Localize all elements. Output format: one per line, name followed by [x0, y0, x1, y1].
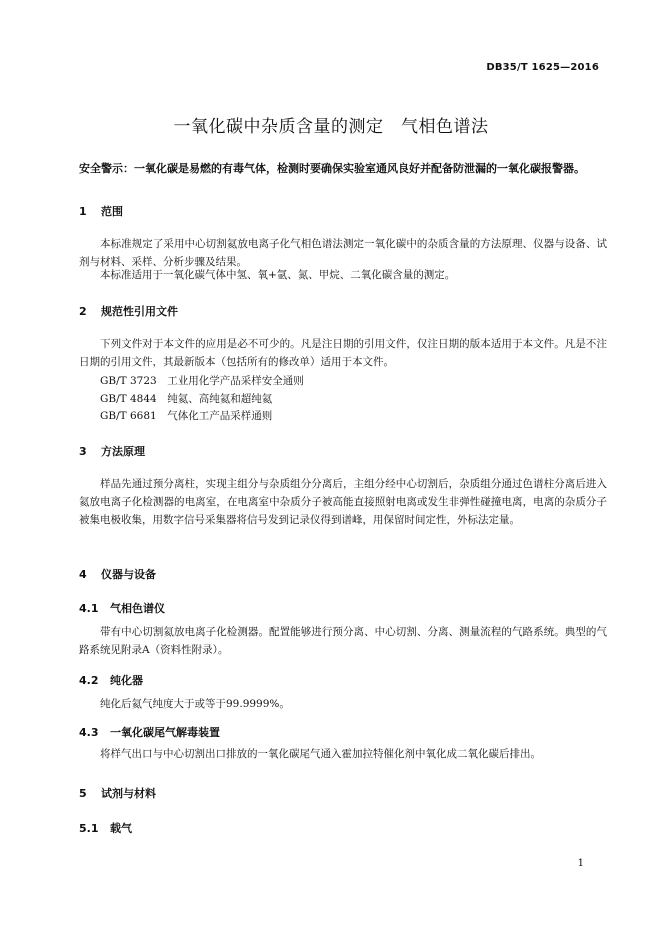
- section-4-2-paragraph: 纯化后氦气纯度大于或等于99.9999%。: [100, 698, 290, 710]
- section-number: 3: [79, 445, 87, 458]
- section-3-heading: [79, 443, 145, 459]
- section-5-1-heading: [79, 820, 132, 836]
- section-number: 4.3: [79, 726, 99, 739]
- section-4-1-heading: [79, 600, 165, 616]
- section-title: 气相色谱仪: [110, 602, 165, 615]
- section-3-paragraph-1: 样品先通过预分离柱，实现主组分与杂质组分分离后，主组分经中心切割后，杂质组分通过色谱柱分离后进入氦放电离子化检测器的电离室，在电离室中杂质分子被高能直接照射电离或发生非弹性碰撞电离，电离的杂质分子被集电极收集，用数字信号采集器将信号发到记录仪得到谱峰，用保留时间定性，外标法定量。: [79, 478, 607, 526]
- section-title: 规范性引用文件: [101, 305, 178, 318]
- section-title: 方法原理: [101, 445, 145, 458]
- section-number: 1: [79, 205, 87, 218]
- section-4-1-paragraph: 带有中心切割氦放电离子化检测器。配置能够进行预分离、中心切割、分离、测量流程的气路系统。典型的气路系统见附录A（资料性附录）。: [79, 626, 607, 656]
- page-number: 1: [577, 858, 584, 869]
- reference-item: GB/T 4844 纯氦、高纯氦和超纯氦: [100, 393, 273, 405]
- section-4-3-paragraph: 将样气出口与中心切割出口排放的一氧化碳尾气通入霍加拉特催化剂中氧化成二氧化碳后排出。: [100, 748, 541, 760]
- section-1-paragraph-1: 本标准规定了采用中心切割氦放电离子化气相色谱法测定一氧化碳中的杂质含量的方法原理、仪器与设备、试剂与材料、采样、分析步骤及结果。: [79, 238, 607, 268]
- reference-item: GB/T 3723 工业用化学产品采样安全通则: [100, 375, 304, 387]
- section-title: 仪器与设备: [101, 568, 156, 581]
- safety-warning: 安全警示：一氧化碳是易燃的有毒气体，检测时要确保实验室通风良好并配备防泄漏的一氧化碳报警器。: [79, 162, 585, 175]
- section-number: 5: [79, 787, 87, 800]
- section-number: 2: [79, 305, 87, 318]
- section-1-paragraph-2: 本标准适用于一氧化碳气体中氢、氧+氩、氮、甲烷、二氧化碳含量的测定。: [100, 269, 456, 281]
- section-title: 范围: [101, 205, 123, 218]
- section-title: 试剂与材料: [101, 787, 156, 800]
- section-4-heading: [79, 566, 156, 582]
- standard-code: DB35/T 1625—2016: [486, 62, 599, 73]
- section-2-heading: [79, 303, 178, 319]
- section-5-heading: [79, 785, 156, 801]
- reference-item: GB/T 6681 气体化工产品采样通则: [100, 410, 273, 422]
- document-title: 一氧化碳中杂质含量的测定 气相色谱法: [173, 117, 489, 137]
- section-4-3-heading: [79, 724, 220, 740]
- section-2-paragraph-1: 下列文件对于本文件的应用是必不可少的。凡是注日期的引用文件，仅注日期的版本适用于本文件。凡是不注日期的引用文件，其最新版本（包括所有的修改单）适用于本文件。: [79, 338, 607, 368]
- section-number: 5.1: [79, 822, 99, 835]
- section-4-2-heading: [79, 672, 143, 688]
- section-title: 载气: [110, 822, 132, 835]
- section-number: 4.1: [79, 602, 99, 615]
- section-number: 4: [79, 568, 87, 581]
- section-title: 一氧化碳尾气解毒装置: [110, 726, 220, 739]
- section-title: 纯化器: [110, 674, 143, 687]
- section-1-heading: [79, 203, 123, 219]
- section-number: 4.2: [79, 674, 99, 687]
